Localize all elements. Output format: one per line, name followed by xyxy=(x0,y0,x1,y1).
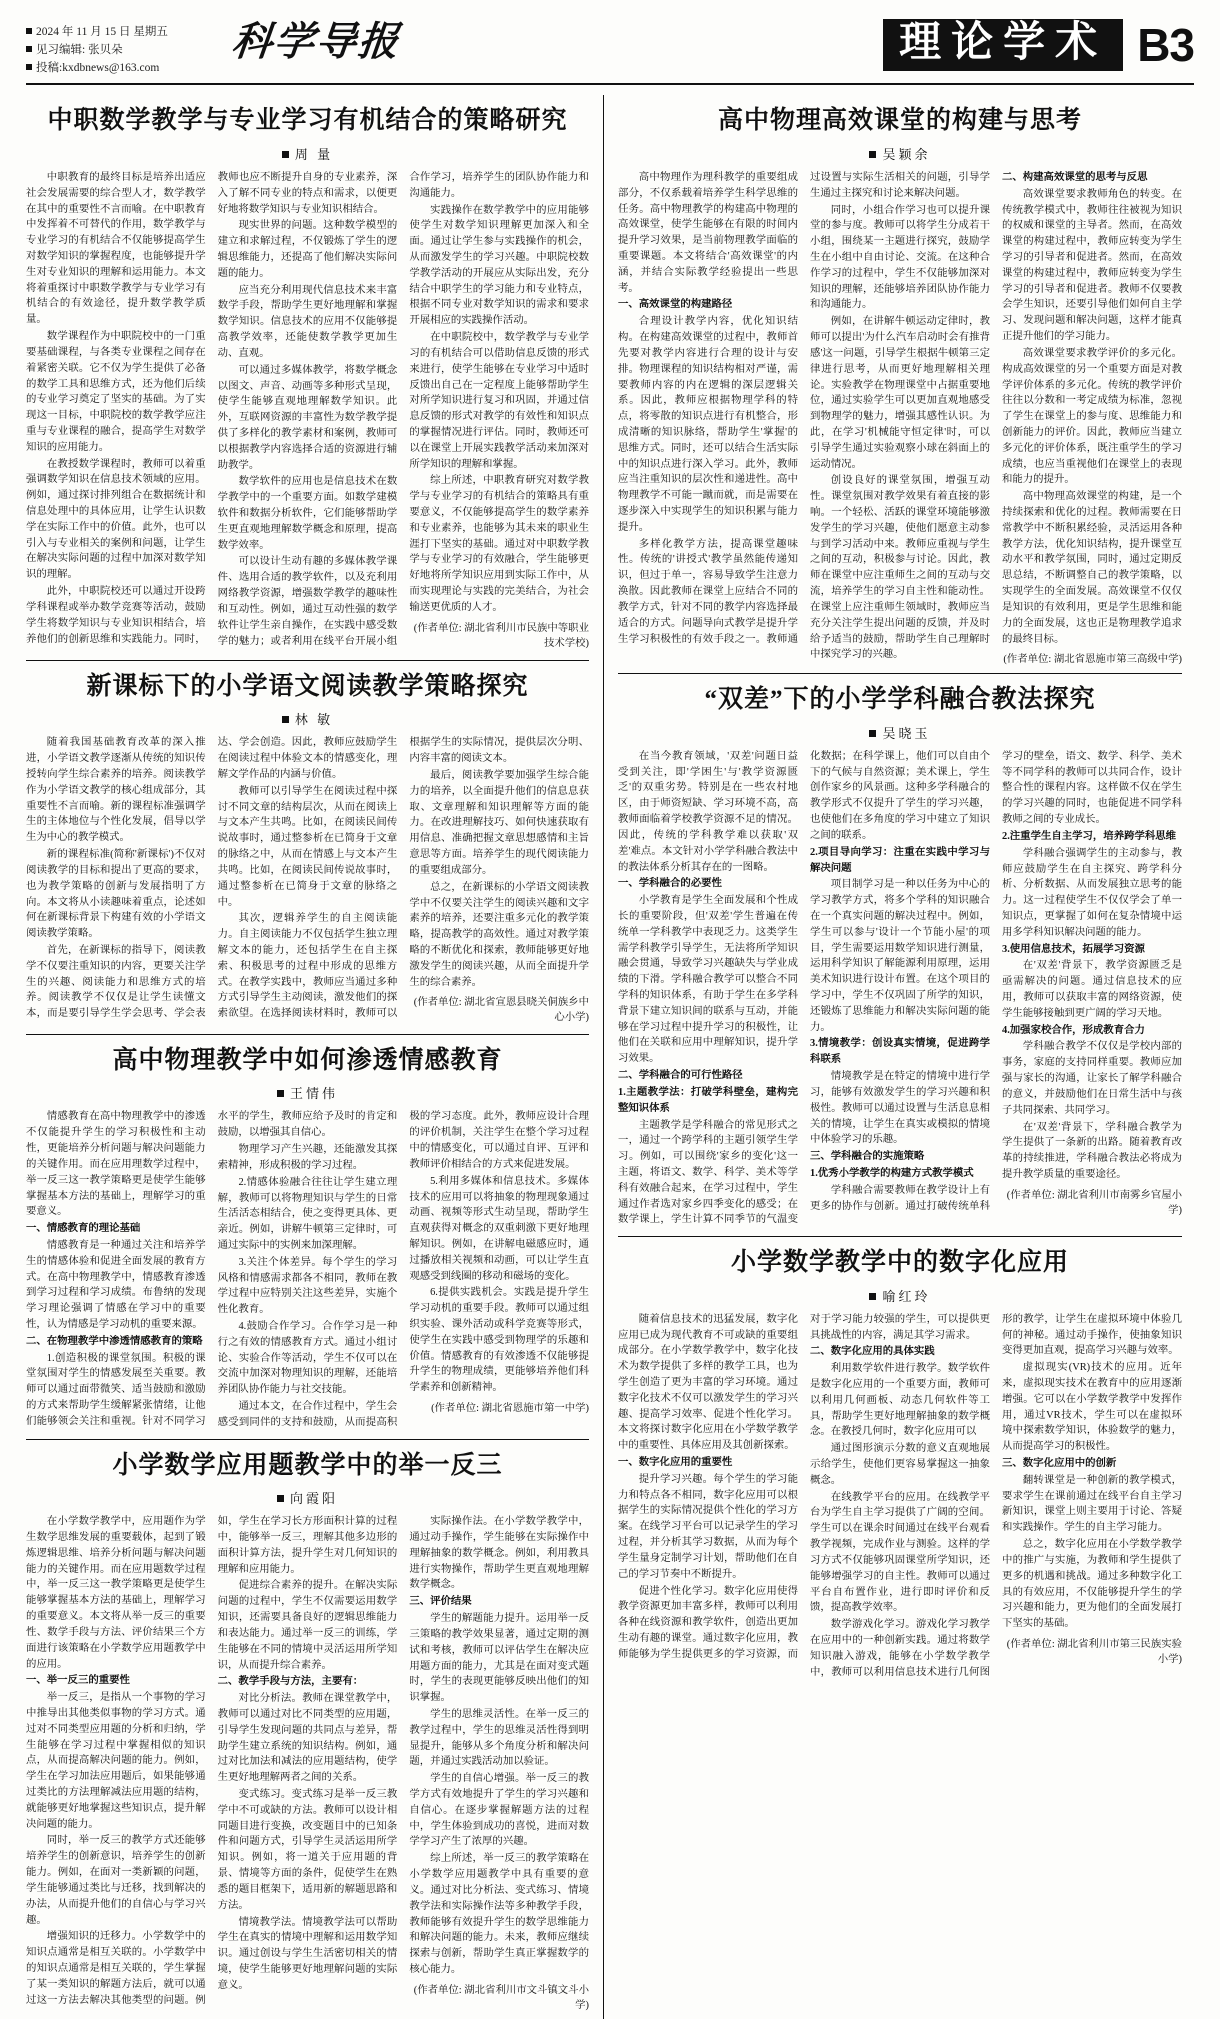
paragraph: 例如，在讲解牛顿运动定律时，教师可以提出'为什么汽车启动时会有推背感'这一问题，引导学生根据牛顿第三定律进行思考，从而更好地理解相关理论。实验教学在物理课堂中占据重要地位，通过实验学生可以更加直观地感受到物理学的魅力，增强其感性认识。为此，在学习'机械能守恒定律'时，可以引导学生通过实验观察小球在斜面上的运动情况。 xyxy=(810,316,990,470)
section-heading: 2.注重学生自主学习，培养跨学科思维 xyxy=(1002,830,1177,842)
article-body xyxy=(26,170,589,652)
paragraph: 情境教学是在特定的情境中进行学习，能够有效激发学生的学习兴趣和积极性。教师可以通过设置与生活息息相关的情境，让学生在真实或模拟的情境中体验学习的乐趣。 xyxy=(810,1071,990,1146)
section-heading: 二、构建高效课堂的思考与反思 xyxy=(1002,171,1148,183)
paragraph: 翻转课堂是一种创新的教学模式，要求学生在课前通过在线平台自主学习新知识，课堂上则主要用于讨论、答疑和实践操作。学生的自主学习能力。 xyxy=(1002,1474,1182,1534)
paragraph: 项目制学习是一种以任务为中心的学习教学方式，将多个学科的知识融合在一个真实问题的解决过程中。例如，学生可以参与'设计一个节能小屋'的项目，学生需要运用数学知识进行测量，运用科学知识了解能源利用原理，运用美术知识进行设计布置。在这个项目的学习中，学生不仅巩固了所学的知识，还锻炼了思维能力和解决实际问题的能力。 xyxy=(810,879,990,1033)
paragraph: 3.关注个体差异。每个学生的学习风格和情感需求都各不相同，教师在教学过程中应特别关注这些差异，实施个性化教育。 xyxy=(217,1256,398,1316)
paragraph: 1.创造积极的课堂氛围。积极的课堂氛围对学生的情感发展至关重要。教师可以通过面带微笑、适当鼓励和激励的方式来帮助学生缓解紧张情绪，让他们能够领会关注和重视。针对不同学习水平的学生，教师应给予及时的肯定和鼓励，以增强其自信心。 xyxy=(26,1111,398,1427)
paragraph: 新的课程标准(简称'新课标')不仅对阅读教学的目标和提出了更高的要求，也为教学策略的创新与发展指明了方向。本文将从小读趣味着重点，论述如何在新课标背景下构建有效的小学语文阅读教学策略。 xyxy=(26,849,206,940)
paragraph: 数学软件的应用也是信息技术在数学教学中的一个重要方面。如数学建模软件和数据分析软件，它们能够帮助学生更直观地理解数学概念和原理，提高数学效率。 xyxy=(217,476,398,551)
article-title: 新课标下的小学语文阅读教学策略探究 xyxy=(86,672,529,700)
masthead-info xyxy=(26,18,226,77)
article-signature: (作者单位: 湖北省利川市民族中等职业技术学校) xyxy=(413,622,589,649)
section-heading: 一、高效课堂的构建路径 xyxy=(618,299,733,311)
page-content xyxy=(26,95,1194,2018)
paragraph: 合理设计教学内容，优化知识结构。在构建高效课堂的过程中，教师首先要对教学内容进行合理的设计与安排。物理课程的知识结构相对严谨，需要教师内容的内在逻辑的深层逻辑关系。因此，教师应根据物理学科的特点，将零散的知识点进行有机整合，形成清晰的知识脉络，帮助学生'掌握'的思维方式。同时，还可以结合生活实际中的知识点进行深入学习。此外，教师应当注重知识的层次性和递进性。高中物理教学不可能一蹴而就，而是需要在逐步深入中实现学生的知识积累与能力提升。 xyxy=(618,316,798,533)
left-column xyxy=(26,95,604,2018)
article-title: 高中物理高效课堂的构建与思考 xyxy=(717,107,1082,135)
paragraph: 随着我国基础教育改革的深入推进，小学语文教学逐渐从传统的知识传授转向学生综合素养的培养。阅读教学作为小学语文教学的核心组成部分，其重要性不言而喻。新的课程标准强调学生的主体地位与个性化发展，倡导以学生为中心的教学模式。 xyxy=(26,737,206,844)
section-heading: 4.加强家校合作，形成教育合力 xyxy=(1002,1024,1145,1036)
article-title: “双差”下的小学学科融合教法探究 xyxy=(704,686,1096,714)
bullet-icon xyxy=(26,64,32,70)
paragraph: 实际操作法。在小学数学教学中，通过动手操作，学生能够在实际操作中理解抽象的数学概念。例如，利用教具进行实物操作，帮助学生更直观地理解数学概念。 xyxy=(409,1516,589,1591)
author-name: 吴颖余 xyxy=(882,146,931,162)
paragraph: 6.提供实践机会。实践是提升学生学习动机的重要手段。教师可以通过组织实验、课外活动或科学竞赛等形式，使学生在实践中感受到物理学的乐趣和价值。情感教育的有效渗透不仅能够提升学生的物理成绩，更能够培养他们科学素养和创新精神。 xyxy=(409,1287,589,1394)
paragraph: 同时，小组合作学习也可以提升课堂的参与度。教师可以将学生分成若干小组，围绕某一主题进行探究，鼓励学生在小组中自由讨论、交流。在这种合作学习的过程中，学生不仅能够加深对知识的理解，还能够培养团队协作能力和沟通能力。 xyxy=(810,204,990,311)
paragraph: 通过本文，在合作过程中，学生会感受到同伴的支持和鼓励，从而提高积极的学习态度。此外，教师应设计合理的评价机制，关注学生在整个学习过程中的情感变化，可以通过自评、互评和教师评价相结合的方式来促进发展。 xyxy=(217,1111,589,1428)
section-heading: 二、教学手段与方法，主要有： xyxy=(217,1676,364,1688)
article-byline xyxy=(618,723,1182,742)
author-name: 向霞阳 xyxy=(289,1491,338,1507)
paragraph: 中职教育的最终目标是培养出适应社会发展需要的综合型人才，数学教学在其中的重要性不言而喻。在中职教育中发挥着不可替代的作用，数学教学与专业学习的有机结合不仅能够提高学生对数学知识的掌握程度，也能够提升学生对专业知识的理解和运用能力。本文将着重探讨中职数学教学与专业学习有机结合的有效途径，提升数学教学质量。 xyxy=(26,171,206,326)
paragraph: 在'双差'背景下，学科融合教学为学生提供了一条新的出路。随着教育改革的持续推进，学科融合教法必将成为提升教学质量的重要途径。 xyxy=(1002,1121,1182,1180)
paragraph: 4.鼓励合作学习。合作学习是一种行之有效的情感教育方式。通过小组讨论、实验合作等活动，学生不仅可以在交流中加深对物理知识的理解，还能培养团队协作能力与社交技能。 xyxy=(217,1321,398,1396)
square-icon xyxy=(869,1293,876,1300)
article-7 xyxy=(618,1247,1182,1680)
section-heading: 3.情境教学：创设真实情境，促进跨学科联系 xyxy=(810,1038,990,1066)
paragraph: 教师可以引导学生在阅读过程中探讨不同文章的结构层次，从而在阅读上与文本产生共鸣。比如，在阅读民间传说故事时，通过整参析在已简身于文章的脉络之中，从而在情感上与文本产生共鸣。比如，在阅读民间传说故事时，通过整参析在已简身于文章的脉络之中。 xyxy=(217,785,398,908)
paragraph: 现实世界的问题。这种数学模型的建立和求解过程，不仅锻炼了学生的逻辑思维能力，还提高了他们解决实际问题的能力。 xyxy=(217,220,398,279)
email-line: 投稿:kxdbnews@163.com xyxy=(36,61,160,74)
paper-name: 科学导报 xyxy=(229,19,403,64)
section-heading: 1.主题教学法：打破学科壁垒，建构完整知识体系 xyxy=(618,1086,798,1114)
author-name: 林 敏 xyxy=(294,712,334,728)
paragraph: 可以设计生动有趣的多媒体教学课件、选用合适的教学软件，以及充利用网络教学资源，增强数学教学的趣味性和互动性。例如，通过互动性强的数学软件让学生亲自操作，在实践中感受数学的魅力；或者利用在线平台开展小组合作学习，培养学生的团队协作能力和沟通能力。 xyxy=(217,171,589,647)
right-column xyxy=(604,95,1182,2018)
article-body xyxy=(26,1109,589,1430)
paragraph: 数学课程作为中职院校中的一门重要基础课程，与各类专业课程之间存在着紧密关联。它不仅为学生提供了必备的数学工具和思维方式，还为他们后续的专业学习奠定了坚实的基础。为了实现这一目标，中职院校的数学教学应注重与专业课程的融合，提高学生对数学知识的应用能力。 xyxy=(26,331,206,453)
author-name: 吴晓玉 xyxy=(882,725,931,741)
paragraph: 虚拟现实(VR)技术的应用。近年来，虚拟现实技术在教育中的应用逐渐增强。它可以在小学数学教学中发挥作用，通过VR技术，学生可以在虚拟环境中探索数学知识，体验数学的魅力，从而提高学习的积极性。 xyxy=(1002,1362,1182,1453)
paragraph: 2.情感体验融合往往让学生建立理解，教师可以将物理知识与学生的日常生活活态相结合，使之变得更具体、更亲近。例如，讲解牛顿第三定律时，可通过实际中的实例来加深理解。 xyxy=(217,1176,398,1251)
article-6 xyxy=(618,684,1182,1237)
paragraph: 综上所述，举一反三的教学策略在小学数学应用题教学中具有重要的意义。通过对比分析法、变式练习、情境教学法和实际操作法等多种教学手段，教师能够有效提升学生的数学思维能力和解决问题的能力。未来，教师应继续探索与创新，帮助学生真正掌握数学的核心能力。 xyxy=(409,1853,589,1975)
paragraph: 在'双差'背景下，教学资源匮乏是亟需解决的问题。通过信息技术的应用，教师可以获取丰富的网络资源，使学生能够接触到更广阔的学习天地。 xyxy=(1002,960,1182,1019)
article-3 xyxy=(26,1045,589,1440)
masthead xyxy=(26,18,1194,85)
author-name: 喻红玲 xyxy=(882,1288,931,1304)
article-body xyxy=(26,735,589,1026)
article-body xyxy=(618,170,1182,665)
paragraph: 情境教学法。情境教学法可以帮助学生在真实的情境中理解和运用数学知识。通过创设与学生生活密切相关的情境，使学生能够更好地理解问题的实际意义。 xyxy=(217,1916,398,1991)
article-byline xyxy=(618,144,1182,163)
paragraph: 利用数学软件进行教学。数学软件是数字化应用的一个重要方面，教师可以利用几何画板、动态几何软件等工具，帮助学生更好地理解抽象的数学概念。在教授几何时，数字化应用可以 xyxy=(810,1363,990,1438)
paragraph: 情感教育在高中物理教学中的渗透不仅能提升学生的学习积极性和主动性，更能培养分析问题与解决问题能力的关键作用。而在应用理数学过程中，举一反三这一教学策略更是使学生能够掌握基本方法的基础上，理解学习的重要意义。 xyxy=(26,1111,206,1218)
author-name: 王情伟 xyxy=(289,1086,338,1102)
section-heading: 3.使用信息技术，拓展学习资源 xyxy=(1002,943,1145,955)
paragraph: 增强知识的迁移力。小学数学中的知识点通常是相互关联的。小学数学中的知识点通常是相互关联的，学生掌握了某一类知识的解题方法后，就可以通过这一方法去解决其他类型的问题。例如，学生在学习长方形面积计算的过程中，能够举一反三，理解其他多边形的面积计算方法，提升学生对几何知识的理解和应用能力。 xyxy=(26,1516,398,2006)
divider xyxy=(26,1034,589,1035)
paragraph: 促进综合素养的提升。在解决实际问题的过程中，学生不仅需要运用数学知识，还需要具备良好的逻辑思维能力和表达能力。通过举一反三的训练，学生能够在不同的情境中灵活运用所学知识，从而提升综合素养。 xyxy=(217,1580,398,1671)
paragraph: 小学教育是学生全面发展和个性成长的重要阶段，但'双差'学生普遍在传统单一学科教学中表现乏力。这类学生需学科教学引导学生，无法将所学知识融会贯通，导致学习兴趣缺失与学业成绩的下滑。学科融合教学可以整合不同学科的知识体系，有助于学生在多学科背景下建立知识间的联系与互动，并能够在学习过程中提升学习的积极性，让他们在关联和应用中理解知识，提升学习效果。 xyxy=(618,895,798,1065)
article-title: 小学数学教学中的数字化应用 xyxy=(730,1249,1069,1277)
paragraph: 对比分析法。教师在课堂教学中，教师可以通过对比不同类型的应用题，引导学生发现问题的共同点与差异，帮助学生建立系统的知识结构。例如，通过对比加法和减法的应用题结构，使学生更好地理解两者之间的关系。 xyxy=(217,1693,398,1784)
square-icon xyxy=(282,716,289,723)
article-body xyxy=(618,749,1182,1228)
masthead-logo xyxy=(226,18,883,62)
square-icon xyxy=(869,151,876,158)
article-1 xyxy=(26,105,589,660)
paragraph: 高效课堂要求教师角色的转变。在传统教学模式中，教师往往被视为知识的权威和课堂的主导者。然而，在高效课堂的构建过程中，教师应转变为学生学习的引导者和促进者。然而，在高效课堂的构建过程中，教师应转变为学生学习的引导者和促进者。教师不仅要教会学生知识，还要引导他们如何自主学习、发现问题和解决问题，这样才能真正提升他们的学习能力。 xyxy=(1002,188,1182,343)
paragraph: 学生的解题能力提升。运用举一反三策略的教学效果显著，通过定期的测试和考核，教师可以评估学生在解决应用题方面的能力，尤其是在面对变式题时，学生的表现更能够反映出他们的知识掌握。 xyxy=(409,1613,589,1704)
article-byline xyxy=(26,709,589,728)
section-label: 理论学术 xyxy=(883,19,1123,71)
section-heading: 二、在物理教学中渗透情感教育的策略 xyxy=(26,1335,203,1347)
article-byline xyxy=(26,1488,589,1507)
paragraph: 数学游戏化学习。游戏化学习教学在应用中的一种创新实践。通过将数学知识融入游戏，能够在小学数学教学中，教师可以利用信息技术进行几何图形的教学，让学生在虚拟环境中体验几何的神秘。通过动手操作，使抽象知识变得更加直观，提高学习兴趣与效率。 xyxy=(810,1313,1182,1678)
paragraph: 在教授数学课程时，教师可以着重强调数学知识在信息技术领域的应用。例如，通过探讨排列组合在数据统计和信息处理中的具体应用，让学生认识数学在实际工作中的价值。此外，也可以引入与专业相关的案例和问题，让学生在解决实际问题的过程中加深对数学知识的理解。 xyxy=(26,458,206,581)
paragraph: 创设良好的课堂氛围，增强互动性。课堂氛围对教学效果有着直接的影响。一个轻松、活跃的课堂环境能够激发学生的学习兴趣，使他们愿意主动参与到学习活动中来。教师应重视与学生之间的互动，积极参与讨论。因此，教师在课堂中应注重师生之间的互动与交流，培养学生的学习自主性和能动性。在课堂上应注重师生领域时，教师应当充分关注学生提出问题的反馈，并及时给予适当的鼓励，帮助学生自己理解时中探究学习的兴趣。 xyxy=(810,475,990,661)
article-signature: (作者单位: 湖北省恩施市第一中学) xyxy=(431,1403,589,1415)
paragraph: 提升学习兴趣。每个学生的学习能力和特点各不相同，数字化应用可以根据学生的实际情况提供个性化的学习方案。在线学习平台可以记录学生的学习过程，并分析其学习数据，从而为每个学生量身定制学习计划，帮助他们在自己的学习节奏中不断提升。 xyxy=(618,1473,798,1580)
paragraph: 在小学数学教学中，应用题作为学生数学思维发展的重要载体，起到了锻炼逻辑思维、培养分析问题与解决问题能力的关键作用。而在应用题数学过程中，举一反三这一教学策略更是使学生能够掌握基本方法的基础上，理解学习的重要意义。本文将从举一反三的重要性、数学手段与方法、评价结果三个方面进行该策略在小学数学应用题教学中的应用。 xyxy=(26,1516,206,1670)
paragraph: 综上所述，中职教育研究对数学教学与专业学习的有机结合的策略具有重要意义，不仅能够提高学生的数学素养和专业素养，也能够为其未来的职业生涯打下坚实的基础。通过对中职数学教学与专业学习的有效融合，学生能够更好地将所学知识应用到实际工作中，从而实现理论与实践的完美结合，为社会输送更优质的人才。 xyxy=(409,475,589,613)
section-heading: 2.项目导向学习：注重在实践中学习与解决问题 xyxy=(810,846,990,874)
paragraph: 学生的自信心增强。举一反三的教学方式有效地提升了学生的学习兴趣和自信心。在逐步掌握解题方法的过程中，学生体验到成功的喜悦，进而对数学学习产生了浓厚的兴趣。 xyxy=(409,1773,589,1848)
date-line: 2024 年 11 月 15 日 星期五 xyxy=(36,26,168,38)
paragraph: 可以通过多媒体教学，将数学概念以图文、声音、动画等多种形式呈现，使学生能够直观地理解数学知识。此外，互联网资源的丰富性为数学教学提供了多样化的教学素材和案例，教师可以根据教学内容选择合适的资源进行辅助教学。 xyxy=(217,364,398,471)
divider xyxy=(26,1439,589,1440)
paragraph: 多样化教学方法，提高课堂趣味性。传统的'讲授式'教学虽然能传递知识，但过于单一，容易导致学生注意力涣散。因此教师在课堂上应结合不同的教学方式，针对不同的教学内容选择最适合的方式。问题导向式教学是提升学生学习积极性的有效手段之一。教师通过设置与实际生活相关的问题，引导学生通过主探究和讨论来解决问题。 xyxy=(618,171,990,645)
section-heading: 一、数字化应用的重要性 xyxy=(618,1457,733,1468)
article-5 xyxy=(618,105,1182,674)
paragraph: 在线教学平台的应用。在线教学平台为学生自主学习提供了广阔的空间。学生可以在课余时间通过在线平台观看教学视频，完成作业与测验。这样的学习方式不仅能够巩固课堂所学知识，还能够增强学习的自主性。教师可以通过平台自布置作业，进行即时评价和反馈，提高教学效率。 xyxy=(810,1491,990,1614)
paragraph: 学科融合教学不仅仅是学校内部的事务，家庭的支持同样重要。教师应加强与家长的沟通，让家长了解学科融合的意义，并鼓励他们在日常生活中与孩子共同探索、共同学习。 xyxy=(1002,1041,1182,1116)
editor-line: 见习编辑: 张贝朵 xyxy=(36,43,123,56)
paragraph: 主题教学是学科融合的常见形式之一，通过一个跨学科的主题引领学生学习。例如，可以围绕'家乡的变化'这一主题，将语文、数学、科学、美术等学科有效融合起来，在学习过程中，学生通过作者选对家乡四季变化的感受；在数学课上，学生计算不同季节的气温变化数据；在科学课上，他们可以自由个下的气候与自然资源；美术课上，学生创作家乡的风景画。这种多学科融合的教学形式不仅提升了学生的学习兴趣，也使他们在多角度的学习中建立了知识之间的联系。 xyxy=(618,750,990,1226)
article-signature: (作者单位: 湖北省宣恩县晓关侗族乡中心小学) xyxy=(413,997,589,1024)
paragraph: 在当今教育领域，'双差'问题日益受到关注，即'学困生'与'教学资源匮乏'的双重劣势。特别是在一些农村地区，由于师资短缺、学习环境不高，高教师面临着学校教学资源不足的情况。因此，传统的学科教学难以获取'双差'难点。本文针对小学学科融合教法中的教法体系分析其存在的一图略。 xyxy=(618,750,798,873)
article-title: 小学数学应用题教学中的举一反三 xyxy=(112,1451,503,1479)
author-name: 周 量 xyxy=(294,146,334,162)
paragraph: 5.利用多媒体和信息技术。多媒体技术的应用可以将抽象的物理现象通过动画、视频等形式生动呈现，帮助学生直观获得对概念的双重刺激下更好地理解知识。例如，在讲解电磁感应时，通过播放相关视频和动画，可以让学生直观感受到线圈的移动和磁场的变化。 xyxy=(409,1175,589,1282)
divider xyxy=(618,1236,1182,1237)
square-icon xyxy=(282,151,289,158)
article-2 xyxy=(26,671,589,1035)
paragraph: 随着信息技术的迅猛发展，数字化应用已成为现代教育不可或缺的重要组成部分。在小学数学教学中，数字化技术为数学提供了多样的教学工具，也为学生创造了更为丰富的学习环境。通过数字化技术不仅可以激发学生的学习兴趣、提高学习效率、促进个性化学习。本文将探讨数字化应用在小学数学教学中的重要性、具体应用及其创新探索。 xyxy=(618,1313,798,1452)
section-heading: 三、学科融合的实施策略 xyxy=(810,1151,925,1163)
paragraph: 高中物理高效课堂的构建，是一个持续探索和优化的过程。教师需要在日常教学中不断积累经验，灵活运用各种教学方法，优化知识结构，提升课堂互动水平和教学氛围，同时，通过定期反思总结，不断调整自己的教学策略，以实现学生的全面发展。高效课堂不仅仅是知识的有效利用，更是学生思维和能力的全面发展，这也正是物理教学追求的最终目标。 xyxy=(1002,491,1182,645)
paragraph: 其次，逻辑养学生的自主阅读能力。自主阅读能力不仅包括学生独立理解文本的能力，还包括学生在自主探索、积极思考的过程中形成的思维方式。在教学实践中，教师应当通过多种方式引导学生主动阅读，激发他们的探索欲望。在选择阅读材料时，教师可以根据学生的实际情况，提供层次分明、内容丰富的阅读文本。 xyxy=(217,737,589,1020)
square-icon xyxy=(869,730,876,737)
article-signature: (作者单位: 湖北省利川市第三民族实验小学) xyxy=(1006,1638,1182,1665)
square-icon xyxy=(277,1495,284,1502)
bullet-icon xyxy=(26,28,32,34)
paragraph: 促进个性化学习。数字化应用使得教学资源更加丰富多样，教师可以利用各种在线资源和教学软件，创造出更加生动有趣的课堂。通过数字化应用，教师能够为学生提供更多的学习资源，而对于学习能力较强的学生，可以提供更具挑战性的内容，满足其学习需求。 xyxy=(618,1313,990,1660)
section-heading: 三、数字化应用中的创新 xyxy=(1002,1458,1117,1469)
paragraph: 举一反三，是指从一个事物的学习中推导出其他类似事物的学习方式。通过对不同类型应用题的分析和归纳，学生能够在学习过程中掌握相似的知识点，从而提高解决问题的能力。例如，学生在学习加法应用题后，如果能够通过类比的方法理解减法应用题的结构，就能够更好地掌握这些知识点，提升解决问题的能力。 xyxy=(26,1692,206,1830)
paragraph: 变式练习。变式练习是举一反三教学中不可或缺的方法。教师可以设计相同题目进行变换，改变题目中的已知条件和问题方式，引导学生灵活运用所学知识。例如，将一道关于应用题的背景、情境等方面的条件，促使学生在熟悉的题目框架下，适用新的解题思路和方法。 xyxy=(217,1789,398,1911)
paragraph: 通过图形演示分数的意义直观地展示给学生，使他们更容易掌握这一抽象概念。 xyxy=(810,1443,990,1486)
paragraph: 高效课堂要求教学评价的多元化。构成高效课堂的另一个重要方面是对教学评价体系的多元化。传统的教学评价往往以分数和一考定成绩为标准，忽视了学生在课堂上的参与度、思维能力和创新能力的评价。因此，教师应当建立多元化的评价体系，既注重学生的学习成绩，也应当重视他们在课堂上的表现和能力的提升。 xyxy=(1002,347,1182,486)
article-body xyxy=(618,1312,1182,1681)
article-byline xyxy=(26,1083,589,1102)
paragraph: 学生的思维灵活性。在举一反三的教学过程中，学生的思维灵活性得到明显提升，能够从多个角度分析和解决问题，并通过实践活动加以验证。 xyxy=(409,1708,589,1768)
article-body xyxy=(26,1514,589,2011)
paragraph: 学科融合强调学生的主动参与，教师应鼓励学生在自主探究、跨学科分析、分析数据、从而发展独立思考的能力。这一过程使学生不仅仅学会了单一知识点，更掌握了如何在复杂情境中运用多学科知识解决问题的能力。 xyxy=(1002,847,1182,938)
bullet-icon xyxy=(26,46,32,52)
paragraph: 应当充分利用现代信息技术来丰富数学手段，帮助学生更好地理解和掌握数学知识。信息技术的应用不仅能够提高教学效率，还能使数学教学更加生动、直观。 xyxy=(217,284,398,359)
section-heading: 一、举一反三的重要性 xyxy=(26,1675,130,1687)
divider xyxy=(26,660,589,661)
article-signature: (作者单位: 湖北省利川市文斗镇文斗小学) xyxy=(413,1984,589,2011)
paragraph: 在中职院校中，数学教学与专业学习的有机结合可以借助信息反馈的形式来进行，使学生能够在专业学习中适时反馈出自己在一定程度上能够帮助学生对所学知识进行复习和巩固，并通过信息反馈的形式对教学的有效性和知识点的掌握情况进行评估。同时，教师还可以在课堂上开展实践教学活动来加深对所学知识的理解和掌握。 xyxy=(409,332,589,470)
paragraph: 总之，在新课标的小学语文阅读教学中不仅要关注学生的阅读兴趣和文字素养的培养，还要注重多元化的教学策略，提高教学的高效性。通过对教学策略的不断优化和探索，教师能够更好地激发学生的阅读兴趣，从而全面提升学生的综合素养。 xyxy=(409,881,589,988)
paragraph: 总之，数字化应用在小学数学教学中的推广与实施，为教师和学生提供了更多的机遇和挑战。通过多种数字化工具的有效应用，不仅能够提升学生的学习兴趣和能力，更为他们的全面发展打下坚实的基础。 xyxy=(1002,1539,1182,1630)
article-byline xyxy=(618,1286,1182,1305)
paragraph: 情感教育是一种通过关注和培养学生的情感体验和促进全面发展的教育方式。在高中物理教学中，情感教育渗透到学习过程和学习成绩。布鲁纳的发现学习理论强调了情感在学习中的重要性，认为情感是学习动机的重要来源。 xyxy=(26,1239,206,1331)
article-4 xyxy=(26,1450,589,2011)
section-heading: 一、情感教育的理论基础 xyxy=(26,1223,141,1235)
masthead-section xyxy=(883,18,1194,72)
section-heading: 一、学科融合的必要性 xyxy=(618,878,722,890)
paragraph: 高中物理作为理科教学的重要组成部分，不仅系载着培养学生科学思维的任务。高中物理教学的构建高中物理的高效课堂，使学生能够在有限的时间内提升学习效果，是当前物理教学面临的重要课题。本文将结合'高效课堂'的内涵，并结合实际教学经验提出一些思考。 xyxy=(618,171,798,294)
paragraph: 实践操作在数学教学中的应用能够使学生对数学知识理解更加深入和全面。通过让学生参与实践操作的机会，从而激发学生的学习兴趣。中职院校数学教学活动的开展应从实际出发，充分结合中职学生的学习能力和专业特点，根据不同专业对数学知识的需求和要求开展相应的实践操作活动。 xyxy=(409,204,589,327)
paragraph: 同时，举一反三的教学方式还能够培养学生的创新意识，培养学生的创新能力。例如，在面对一类新颖的问题，学生能够通过类比与迁移，找到解决的办法，从而提升他们的自信心与学习兴趣。 xyxy=(26,1835,206,1926)
article-signature: (作者单位: 湖北省利川市南雾乡官屋小学) xyxy=(1006,1189,1182,1216)
paragraph: 此外，中职院校还可以通过开设跨学科课程或举办数学竞赛等活动，鼓励学生将数学知识与专业知识相结合，培养他们的创新思维和实践能力。同时，教师也应不断提升自身的专业素养，深入了解不同专业的特点和需求，以便更好地将数学知识与专业知识相结合。 xyxy=(26,171,398,645)
paragraph: 学科融合需要教师在教学设计上有更多的协作与创新。通过打破传统单科学习的壁垒，语文、数学、科学、美术等不同学科的教师可以共同合作，设计整合性的课程内容。这样做不仅在学生的学习兴趣的同时，也能促进不同学科教师之间的专业成长。 xyxy=(810,750,1182,1212)
paragraph: 物理学习产生兴趣，还能激发其探索精神，形成积极的学习过程。 xyxy=(217,1144,398,1171)
section-heading: 三、评价结果 xyxy=(409,1596,472,1608)
section-heading: 1.优秀小学教学的构建方式教学模式 xyxy=(810,1167,974,1179)
article-signature: (作者单位: 湖北省恩施市第三高级中学) xyxy=(1003,654,1182,666)
section-heading: 二、学科融合的可行性路径 xyxy=(618,1070,743,1082)
page-number: B3 xyxy=(1137,19,1194,71)
divider xyxy=(618,673,1182,674)
article-title: 中职数学教学与专业学习有机结合的策略研究 xyxy=(47,107,568,135)
article-title: 高中物理教学中如何渗透情感教育 xyxy=(112,1046,503,1074)
article-byline xyxy=(26,144,589,163)
section-heading: 二、数字化应用的具体实践 xyxy=(810,1346,935,1358)
paragraph: 最后，阅读教学要加强学生综合能力的培养，以全面提升他们的信息息获取、文章理解和知识理解等方面的能力。在改进理解技巧、如何快速获取有用信息、准确把握文章思想感情和主旨意思等方面。培养学生的现代阅读能力的重要组成部分。 xyxy=(409,770,589,876)
square-icon xyxy=(277,1090,284,1097)
paragraph: 首先，在新课标的指导下，阅读教学不仅要注重知识的内容，更要关注学生的兴趣、阅读能力和思维方式的培养。阅读教学不仅仅是让学生读懂文本，而是要引导学生学会思考、学会表达、学会创造。因此，教师应鼓励学生在阅读过程中体验文本的情感变化，理解文学作品的内涵与价值。 xyxy=(26,737,398,1020)
